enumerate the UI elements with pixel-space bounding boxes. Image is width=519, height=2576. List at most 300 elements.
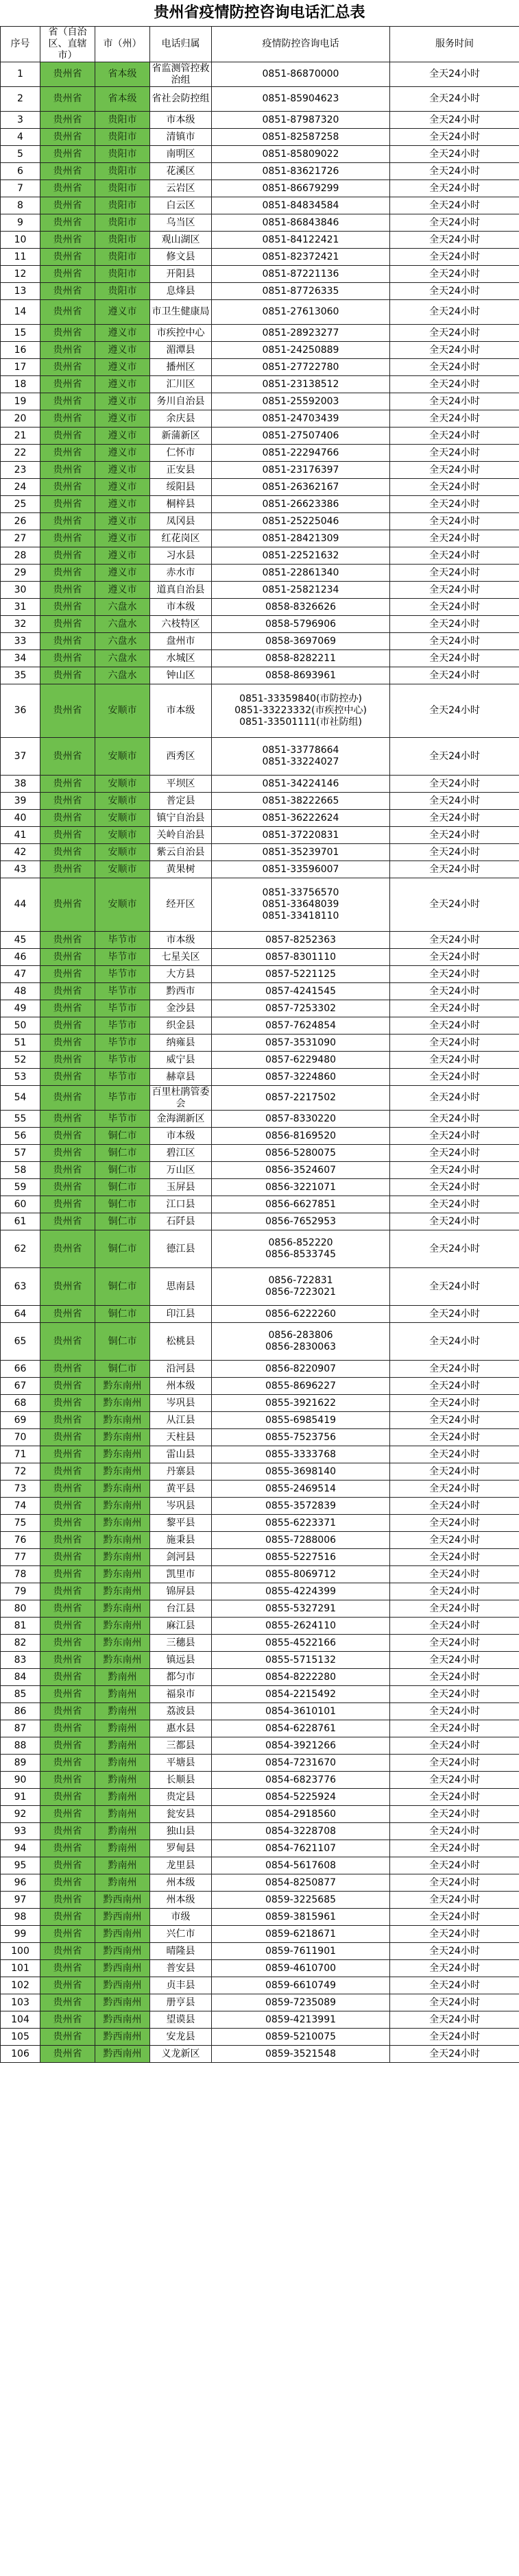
cell-phone: 0851-22861340 [212,565,390,582]
cell-city: 安顺市 [95,810,150,827]
cell-service-time: 全天24小时 [390,1323,519,1361]
cell-province: 贵州省 [40,633,95,650]
cell-phone: 0857-5221125 [212,966,390,983]
cell-province: 贵州省 [40,1306,95,1323]
cell-county: 丹寨县 [150,1463,212,1481]
cell-province: 贵州省 [40,1230,95,1268]
cell-no: 35 [1,667,40,684]
table-row [1,776,519,793]
cell-phone: 0859-7611901 [212,1943,390,1960]
cell-city: 黔东南州 [95,1600,150,1618]
table-row [1,1823,519,1840]
table-row [1,376,519,393]
cell-no: 60 [1,1196,40,1213]
cell-no: 102 [1,1977,40,1994]
cell-no: 90 [1,1772,40,1789]
cell-city: 黔西南州 [95,1994,150,2011]
cell-county: 贵定县 [150,1789,212,1806]
cell-province: 贵州省 [40,393,95,410]
cell-province: 贵州省 [40,180,95,197]
cell-city: 遵义市 [95,496,150,513]
cell-service-time: 全天24小时 [390,1960,519,1977]
cell-county: 天柱县 [150,1429,212,1446]
table-row [1,1017,519,1035]
cell-province: 贵州省 [40,129,95,146]
cell-province: 贵州省 [40,1162,95,1179]
cell-province: 贵州省 [40,1686,95,1703]
cell-county: 岑巩县 [150,1395,212,1412]
table-row [1,1686,519,1703]
cell-province: 贵州省 [40,376,95,393]
cell-phone: 0855-7288006 [212,1532,390,1549]
cell-province: 贵州省 [40,1179,95,1196]
cell-no: 5 [1,146,40,163]
cell-no: 8 [1,197,40,214]
cell-service-time: 全天24小时 [390,949,519,966]
cell-service-time: 全天24小时 [390,428,519,445]
cell-service-time: 全天24小时 [390,1977,519,1994]
table-header-row [1,27,519,62]
cell-province: 贵州省 [40,966,95,983]
cell-no: 91 [1,1789,40,1806]
cell-phone: 0855-6985419 [212,1412,390,1429]
cell-service-time: 全天24小时 [390,1549,519,1566]
cell-service-time: 全天24小时 [390,1840,519,1857]
cell-phone: 0856-5280075 [212,1145,390,1162]
cell-city: 黔西南州 [95,1960,150,1977]
cell-city: 黔南州 [95,1755,150,1772]
cell-county: 雷山县 [150,1446,212,1463]
cell-city: 黔南州 [95,1840,150,1857]
cell-county: 息烽县 [150,283,212,300]
cell-no: 70 [1,1429,40,1446]
cell-county: 关岭自治县 [150,827,212,844]
cell-no: 76 [1,1532,40,1549]
cell-no: 106 [1,2046,40,2063]
cell-city: 黔西南州 [95,2046,150,2063]
cell-service-time: 全天24小时 [390,1943,519,1960]
cell-province: 贵州省 [40,1515,95,1532]
cell-province: 贵州省 [40,810,95,827]
cell-service-time: 全天24小时 [390,1566,519,1583]
cell-province: 贵州省 [40,1737,95,1755]
cell-county: 新蒲新区 [150,428,212,445]
cell-phone: 0851-25225046 [212,513,390,530]
cell-service-time: 全天24小时 [390,1481,519,1498]
cell-phone: 0856-6627851 [212,1196,390,1213]
cell-phone: 0858-3697069 [212,633,390,650]
table-row [1,62,519,87]
cell-service-time: 全天24小时 [390,112,519,129]
cell-city: 毕节市 [95,1069,150,1086]
cell-no: 44 [1,878,40,932]
cell-city: 贵阳市 [95,214,150,232]
table-row [1,547,519,565]
cell-province: 贵州省 [40,1378,95,1395]
cell-phone: 0855-5715132 [212,1652,390,1669]
cell-county: 惠水县 [150,1720,212,1737]
cell-no: 105 [1,2029,40,2046]
cell-county: 长顺县 [150,1772,212,1789]
cell-phone: 0854-7231670 [212,1755,390,1772]
cell-phone: 0855-3572839 [212,1498,390,1515]
cell-service-time: 全天24小时 [390,1213,519,1230]
cell-service-time: 全天24小时 [390,1052,519,1069]
cell-no: 99 [1,1926,40,1943]
hotline-table [0,26,519,2063]
cell-city: 黔西南州 [95,1909,150,1926]
cell-no: 89 [1,1755,40,1772]
cell-city: 贵阳市 [95,163,150,180]
cell-service-time: 全天24小时 [390,1179,519,1196]
cell-county: 德江县 [150,1230,212,1268]
cell-city: 铜仁市 [95,1196,150,1213]
cell-no: 3 [1,112,40,129]
cell-service-time: 全天24小时 [390,1069,519,1086]
cell-province: 贵州省 [40,266,95,283]
table-row [1,1361,519,1378]
cell-phone: 0859-3521548 [212,2046,390,2063]
cell-county: 黔西市 [150,983,212,1000]
cell-county: 荔波县 [150,1703,212,1720]
cell-phone: 0851-25592003 [212,393,390,410]
cell-province: 贵州省 [40,599,95,616]
cell-service-time: 全天24小时 [390,1652,519,1669]
cell-phone: 0851-33359840(市防控办) 0851-33223332(市疾控中心) 0851-33501111(市社防组) [212,684,390,738]
cell-service-time: 全天24小时 [390,249,519,266]
cell-province: 贵州省 [40,1395,95,1412]
cell-county: 市级 [150,1909,212,1926]
cell-county: 织金县 [150,1017,212,1035]
cell-phone: 0855-5327291 [212,1600,390,1618]
cell-phone: 0851-27507406 [212,428,390,445]
cell-no: 45 [1,932,40,949]
cell-service-time: 全天24小时 [390,1772,519,1789]
cell-city: 黔南州 [95,1686,150,1703]
cell-county: 都匀市 [150,1669,212,1686]
cell-county: 锦屏县 [150,1583,212,1600]
cell-county: 六枝特区 [150,616,212,633]
table-row [1,565,519,582]
table-row [1,932,519,949]
cell-county: 紫云自治县 [150,844,212,861]
cell-no: 31 [1,599,40,616]
cell-province: 贵州省 [40,1000,95,1017]
cell-service-time: 全天24小时 [390,738,519,776]
table-row [1,1600,519,1618]
cell-county: 独山县 [150,1823,212,1840]
cell-service-time: 全天24小时 [390,861,519,878]
cell-service-time: 全天24小时 [390,1618,519,1635]
cell-no: 32 [1,616,40,633]
cell-phone: 0851-26623386 [212,496,390,513]
cell-county: 州本级 [150,1892,212,1909]
cell-county: 兴仁市 [150,1926,212,1943]
cell-phone: 0856-3524607 [212,1162,390,1179]
cell-service-time: 全天24小时 [390,197,519,214]
cell-phone: 0858-8282211 [212,650,390,667]
cell-phone: 0856-852220 0856-8533745 [212,1230,390,1268]
cell-service-time: 全天24小时 [390,932,519,949]
cell-province: 贵州省 [40,1323,95,1361]
table-row [1,2046,519,2063]
cell-no: 7 [1,180,40,197]
cell-county: 望谟县 [150,2011,212,2029]
cell-county: 印江县 [150,1306,212,1323]
cell-county: 黎平县 [150,1515,212,1532]
cell-no: 29 [1,565,40,582]
cell-service-time: 全天24小时 [390,1395,519,1412]
cell-no: 1 [1,62,40,87]
cell-city: 黔西南州 [95,1926,150,1943]
cell-service-time: 全天24小时 [390,1111,519,1128]
cell-phone: 0857-4241545 [212,983,390,1000]
cell-phone: 0855-3921622 [212,1395,390,1412]
cell-phone: 0857-8330220 [212,1111,390,1128]
table-row [1,1943,519,1960]
cell-city: 遵义市 [95,582,150,599]
cell-city: 安顺市 [95,844,150,861]
cell-city: 安顺市 [95,793,150,810]
cell-county: 剑河县 [150,1549,212,1566]
cell-province: 贵州省 [40,776,95,793]
cell-no: 9 [1,214,40,232]
table-row [1,1446,519,1463]
cell-service-time: 全天24小时 [390,1823,519,1840]
cell-province: 贵州省 [40,1481,95,1498]
cell-city: 黔南州 [95,1857,150,1874]
cell-service-time: 全天24小时 [390,180,519,197]
cell-county: 大方县 [150,966,212,983]
cell-city: 遵义市 [95,530,150,547]
cell-phone: 0856-8220907 [212,1361,390,1378]
cell-service-time: 全天24小时 [390,2011,519,2029]
table-row [1,1086,519,1111]
cell-no: 56 [1,1128,40,1145]
cell-city: 黔东南州 [95,1515,150,1532]
cell-city: 遵义市 [95,342,150,359]
cell-city: 黔东南州 [95,1549,150,1566]
cell-county: 绥阳县 [150,479,212,496]
table-row [1,1035,519,1052]
cell-city: 黔东南州 [95,1566,150,1583]
cell-service-time: 全天24小时 [390,1909,519,1926]
cell-phone: 0851-85809022 [212,146,390,163]
cell-province: 贵州省 [40,1549,95,1566]
cell-service-time: 全天24小时 [390,62,519,87]
table-row [1,1000,519,1017]
cell-service-time: 全天24小时 [390,410,519,428]
cell-province: 贵州省 [40,530,95,547]
cell-no: 67 [1,1378,40,1395]
cell-phone: 0857-7624854 [212,1017,390,1035]
cell-county: 西秀区 [150,738,212,776]
table-row [1,1395,519,1412]
cell-province: 贵州省 [40,300,95,325]
cell-city: 毕节市 [95,1017,150,1035]
cell-province: 贵州省 [40,1532,95,1549]
cell-province: 贵州省 [40,249,95,266]
cell-phone: 0859-7235089 [212,1994,390,2011]
cell-province: 贵州省 [40,1755,95,1772]
cell-province: 贵州省 [40,844,95,861]
cell-province: 贵州省 [40,410,95,428]
cell-province: 贵州省 [40,1652,95,1669]
table-row [1,1196,519,1213]
cell-county: 施秉县 [150,1532,212,1549]
cell-city: 黔南州 [95,1823,150,1840]
cell-city: 遵义市 [95,565,150,582]
cell-service-time: 全天24小时 [390,342,519,359]
cell-phone: 0855-4224399 [212,1583,390,1600]
cell-county: 清镇市 [150,129,212,146]
table-row [1,445,519,462]
cell-phone: 0855-7523756 [212,1429,390,1446]
cell-city: 贵阳市 [95,249,150,266]
cell-service-time: 全天24小时 [390,1583,519,1600]
cell-city: 铜仁市 [95,1162,150,1179]
table-row [1,983,519,1000]
table-row [1,146,519,163]
cell-service-time: 全天24小时 [390,214,519,232]
cell-service-time: 全天24小时 [390,2029,519,2046]
cell-no: 66 [1,1361,40,1378]
cell-county: 市卫生健康局 [150,300,212,325]
cell-no: 75 [1,1515,40,1532]
cell-no: 65 [1,1323,40,1361]
cell-city: 铜仁市 [95,1179,150,1196]
table-row [1,861,519,878]
table-row [1,1635,519,1652]
cell-no: 61 [1,1213,40,1230]
cell-county: 凤冈县 [150,513,212,530]
cell-province: 贵州省 [40,1128,95,1145]
cell-province: 贵州省 [40,62,95,87]
cell-no: 71 [1,1446,40,1463]
table-row [1,650,519,667]
cell-phone: 0857-3224860 [212,1069,390,1086]
cell-no: 78 [1,1566,40,1583]
cell-city: 遵义市 [95,428,150,445]
table-row [1,633,519,650]
cell-service-time: 全天24小时 [390,1703,519,1720]
cell-province: 贵州省 [40,1909,95,1926]
cell-province: 贵州省 [40,1566,95,1583]
cell-county: 市本级 [150,684,212,738]
table-row [1,1323,519,1361]
cell-county: 思南县 [150,1268,212,1306]
cell-province: 贵州省 [40,445,95,462]
cell-province: 贵州省 [40,1772,95,1789]
cell-no: 93 [1,1823,40,1840]
cell-province: 贵州省 [40,1463,95,1481]
table-row [1,1111,519,1128]
cell-phone: 0857-8301110 [212,949,390,966]
cell-no: 69 [1,1412,40,1429]
cell-city: 毕节市 [95,1111,150,1128]
cell-no: 82 [1,1635,40,1652]
cell-no: 49 [1,1000,40,1017]
cell-city: 六盘水 [95,650,150,667]
cell-province: 贵州省 [40,1618,95,1635]
cell-city: 黔南州 [95,1737,150,1755]
cell-no: 72 [1,1463,40,1481]
cell-service-time: 全天24小时 [390,479,519,496]
cell-city: 六盘水 [95,633,150,650]
cell-city: 黔南州 [95,1772,150,1789]
cell-city: 铜仁市 [95,1323,150,1361]
cell-phone: 0851-87726335 [212,283,390,300]
cell-province: 贵州省 [40,479,95,496]
cell-city: 铜仁市 [95,1361,150,1378]
cell-service-time: 全天24小时 [390,530,519,547]
cell-county: 普安县 [150,1960,212,1977]
cell-no: 98 [1,1909,40,1926]
cell-county: 凯里市 [150,1566,212,1583]
cell-province: 贵州省 [40,1669,95,1686]
cell-service-time: 全天24小时 [390,1196,519,1213]
cell-no: 22 [1,445,40,462]
table-row [1,1378,519,1395]
cell-phone: 0859-4610700 [212,1960,390,1977]
table-row [1,496,519,513]
cell-no: 17 [1,359,40,376]
cell-county: 水城区 [150,650,212,667]
table-row [1,1145,519,1162]
cell-province: 贵州省 [40,1069,95,1086]
cell-province: 贵州省 [40,1635,95,1652]
cell-service-time: 全天24小时 [390,1532,519,1549]
cell-no: 19 [1,393,40,410]
cell-no: 48 [1,983,40,1000]
table-row [1,1977,519,1994]
cell-no: 57 [1,1145,40,1162]
cell-city: 贵阳市 [95,129,150,146]
cell-province: 贵州省 [40,1720,95,1737]
cell-city: 铜仁市 [95,1306,150,1323]
table-row [1,2029,519,2046]
cell-service-time: 全天24小时 [390,1857,519,1874]
cell-phone: 0851-33756570 0851-33648039 0851-33418110 [212,878,390,932]
cell-no: 77 [1,1549,40,1566]
cell-phone: 0854-3228708 [212,1823,390,1840]
cell-no: 21 [1,428,40,445]
table-row [1,266,519,283]
cell-county: 普定县 [150,793,212,810]
cell-province: 贵州省 [40,667,95,684]
table-row [1,1909,519,1926]
cell-city: 黔南州 [95,1874,150,1892]
cell-no: 92 [1,1806,40,1823]
cell-province: 贵州省 [40,1977,95,1994]
cell-province: 贵州省 [40,163,95,180]
cell-province: 贵州省 [40,1600,95,1618]
cell-city: 省本级 [95,62,150,87]
cell-no: 38 [1,776,40,793]
cell-service-time: 全天24小时 [390,966,519,983]
cell-county: 修文县 [150,249,212,266]
cell-service-time: 全天24小时 [390,129,519,146]
cell-phone: 0851-26362167 [212,479,390,496]
cell-no: 24 [1,479,40,496]
cell-service-time: 全天24小时 [390,844,519,861]
cell-county: 南明区 [150,146,212,163]
table-row [1,325,519,342]
cell-city: 贵阳市 [95,232,150,249]
table-row [1,163,519,180]
cell-service-time: 全天24小时 [390,146,519,163]
table-row [1,1429,519,1446]
